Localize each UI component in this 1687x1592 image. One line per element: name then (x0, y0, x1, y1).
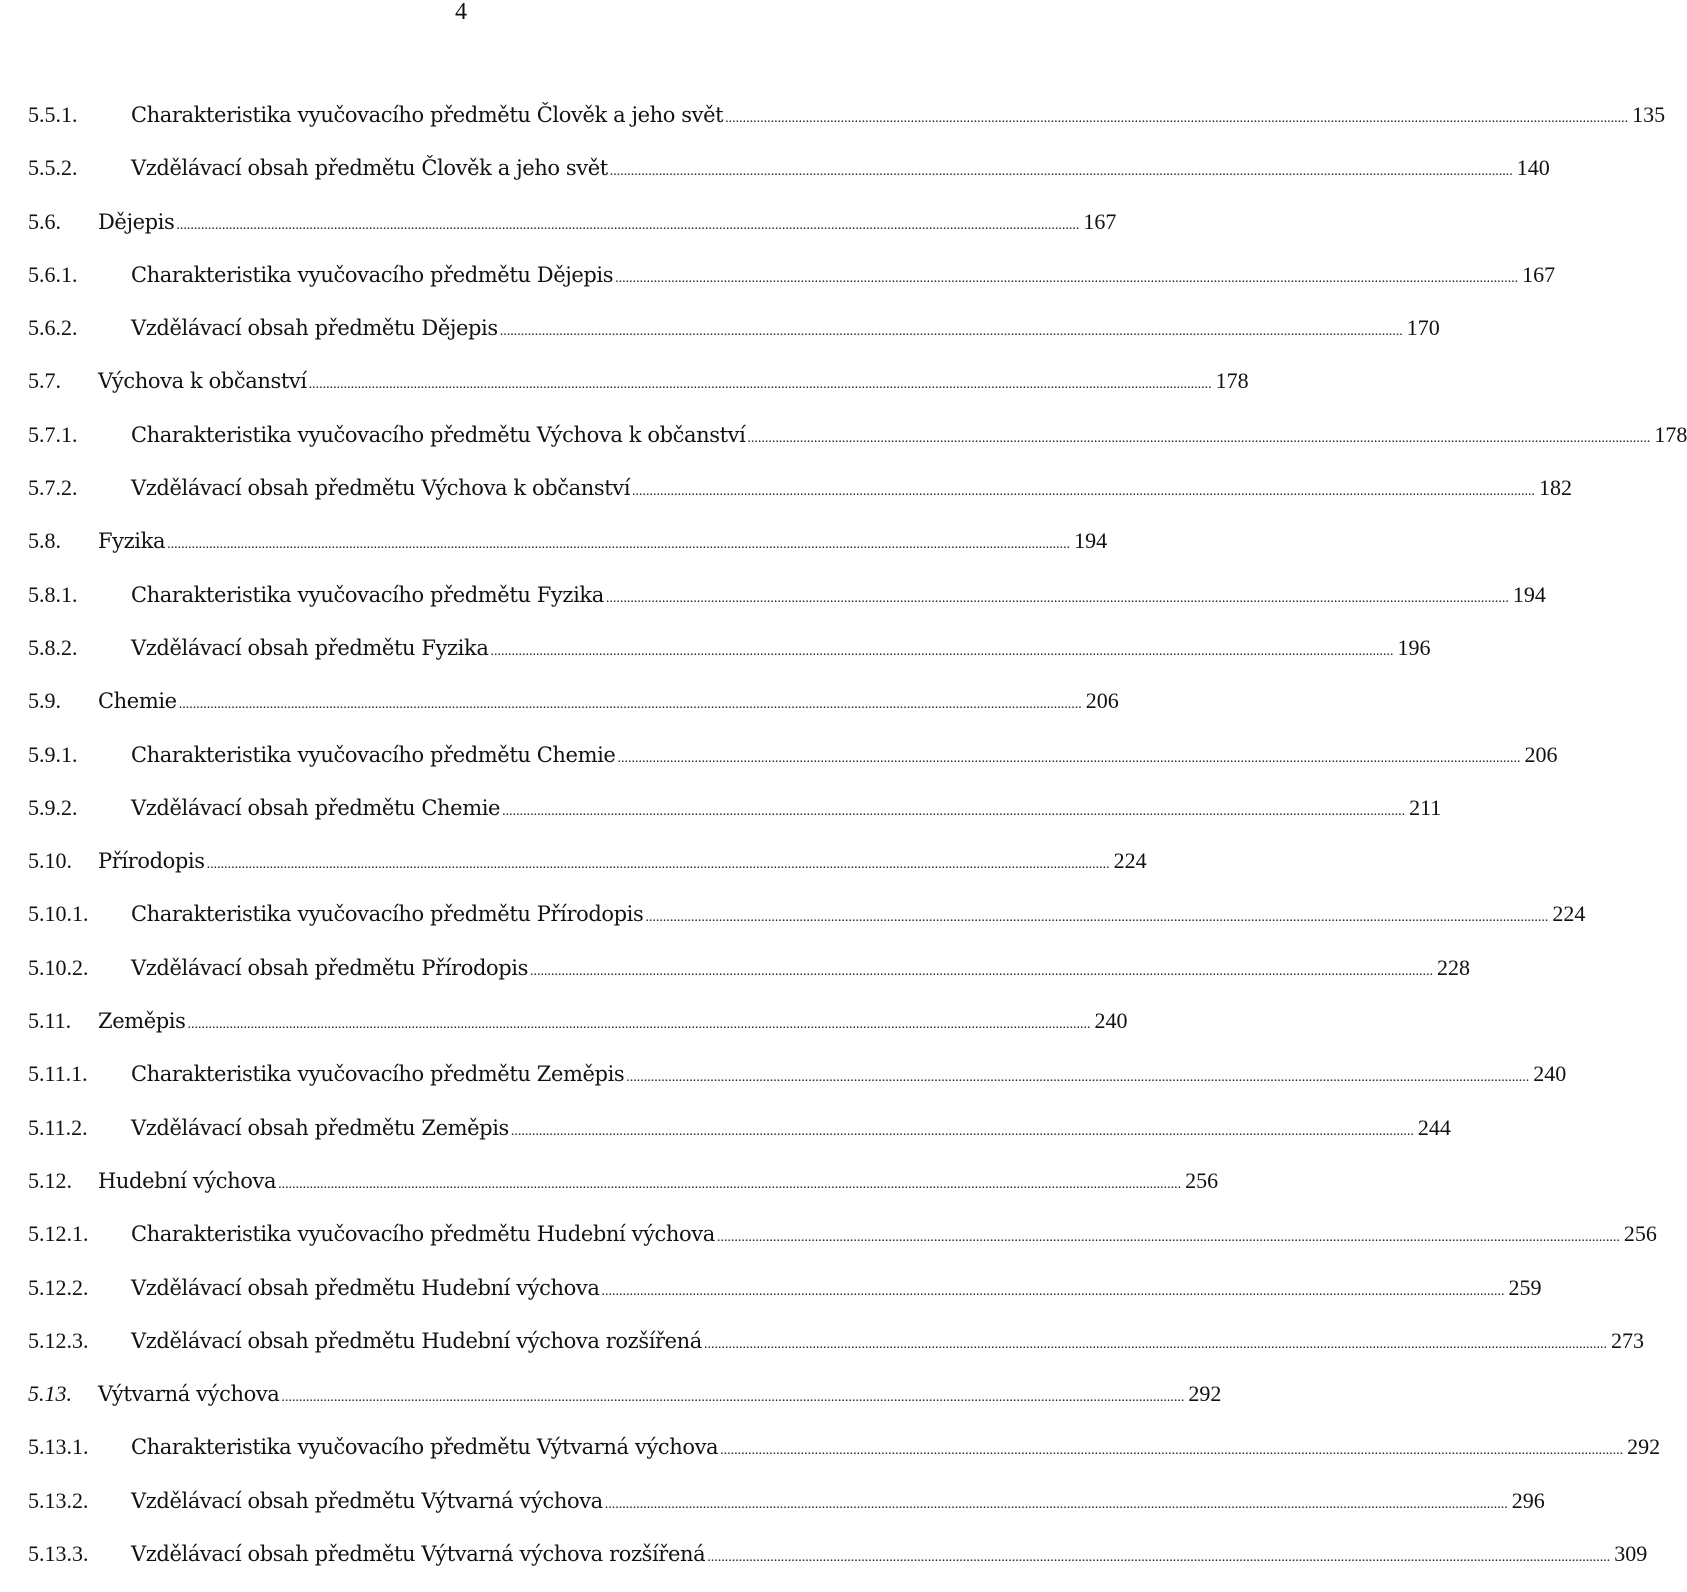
toc-entry-title: Vzdělávací obsah předmětu Dějepis (131, 316, 498, 341)
toc-entry-title: Charakteristika vyučovacího předmětu Výtvarná výchova (131, 1435, 719, 1460)
toc-entry-page: 178 (1215, 368, 1249, 394)
toc-entry-page: 244 (1417, 1114, 1451, 1140)
toc-entry-title: Vzdělávací obsah předmětu Člověk a jeho svět (131, 156, 608, 181)
toc-entry-number: 5.11.2. (28, 1114, 88, 1140)
toc-section-entry[interactable] (28, 1379, 1222, 1432)
dot-leader (490, 637, 1393, 667)
toc-entry-page: 240 (1533, 1061, 1567, 1087)
toc-entry-title: Vzdělávací obsah předmětu Zeměpis (131, 1115, 509, 1140)
toc-entry-page: 224 (1552, 901, 1586, 927)
toc-entry-page: 273 (1610, 1327, 1644, 1353)
toc-subsection-entry[interactable] (28, 633, 1431, 686)
toc-entry-number: 5.10. (28, 848, 72, 874)
dot-leader (530, 957, 1433, 987)
toc-entry-title: Charakteristika vyučovacího předmětu Přírodopis (131, 902, 644, 927)
toc-subsection-entry[interactable] (28, 953, 1470, 1006)
toc-entry-page: 194 (1512, 581, 1546, 607)
toc-entry-number: 5.7.2. (28, 475, 78, 501)
toc-entry-number: 5.10.1. (28, 901, 89, 927)
dot-leader (707, 1543, 1610, 1573)
dot-leader (502, 797, 1405, 827)
toc-entry-page: 206 (1085, 688, 1119, 714)
toc-section-entry[interactable] (28, 846, 1147, 899)
toc-subsection-entry[interactable] (28, 1113, 1451, 1166)
toc-entry-number: 5.5.2. (28, 155, 78, 181)
toc-subsection-entry[interactable] (28, 473, 1573, 526)
toc-subsection-entry[interactable] (28, 740, 1558, 793)
toc-entry-page: 170 (1406, 315, 1440, 341)
toc-entry-page: 167 (1522, 261, 1556, 287)
dot-leader (511, 1117, 1414, 1147)
toc-entry-title: Chemie (98, 689, 177, 714)
dot-leader (188, 1010, 1091, 1040)
toc-entry-number: 5.8.2. (28, 634, 78, 660)
toc-entry-number: 5.7.1. (28, 421, 78, 447)
toc-entry-number: 5.13. (28, 1381, 72, 1407)
toc-entry-page: 167 (1083, 208, 1117, 234)
toc-entry-number: 5.12.3. (28, 1327, 89, 1353)
toc-subsection-entry[interactable] (28, 313, 1440, 366)
toc-subsection-entry[interactable] (28, 1486, 1545, 1539)
toc-entry-title: Vzdělávací obsah předmětu Výchova k občanství (131, 476, 631, 501)
toc-entry-page: 224 (1113, 848, 1147, 874)
toc-entry-page: 256 (1623, 1221, 1657, 1247)
toc-entry-number: 5.5.1. (28, 102, 78, 127)
dot-leader (717, 1223, 1620, 1253)
toc-entry-page: 292 (1627, 1434, 1661, 1460)
toc-entry-page: 296 (1511, 1487, 1545, 1513)
toc-entry-page: 211 (1409, 794, 1442, 820)
toc-entry-number: 5.12. (28, 1167, 72, 1193)
toc-subsection-entry[interactable] (28, 1059, 1567, 1112)
dot-leader (725, 104, 1628, 134)
toc-entry-title: Charakteristika vyučovacího předmětu Zeměpis (131, 1062, 625, 1087)
toc-entry-title: Zeměpis (98, 1009, 186, 1034)
dot-leader (606, 584, 1509, 614)
toc-entry-title: Vzdělávací obsah předmětu Hudební výchova (131, 1275, 600, 1300)
toc-section-entry[interactable] (28, 1166, 1219, 1219)
toc-entry-title: Vzdělávací obsah předmětu Hudební výchova rozšířená (131, 1328, 702, 1353)
toc-entry-number: 5.7. (28, 368, 61, 394)
toc-entry-title: Vzdělávací obsah předmětu Výtvarná výchova rozšířená (131, 1542, 706, 1567)
toc-subsection-entry[interactable] (28, 1539, 1648, 1592)
toc-entry-title: Vzdělávací obsah předmětu Výtvarná výchova (131, 1488, 603, 1513)
toc-entry-page: 194 (1074, 528, 1108, 554)
toc-entry-page: 182 (1539, 475, 1573, 501)
toc-entry-number: 5.6.2. (28, 315, 78, 341)
toc-subsection-entry[interactable] (28, 899, 1586, 952)
toc-entry-page: 178 (1654, 421, 1687, 447)
toc-entry-title: Charakteristika vyučovacího předmětu Výchova k občanství (131, 422, 746, 447)
toc-section-entry[interactable] (28, 686, 1119, 739)
dot-leader (500, 317, 1403, 347)
toc-entry-number: 5.11. (28, 1008, 72, 1034)
dot-leader (747, 424, 1650, 454)
dot-leader (278, 1170, 1181, 1200)
toc-entry-title: Výtvarná výchova (98, 1382, 280, 1407)
dot-leader (207, 850, 1110, 880)
toc-entry-number: 5.11.1. (28, 1061, 88, 1087)
toc-entry-page: 196 (1397, 634, 1431, 660)
toc-entry-title: Vzdělávací obsah předmětu Přírodopis (131, 955, 528, 980)
dot-leader (179, 690, 1082, 720)
toc-entry-page: 140 (1516, 155, 1550, 181)
toc-entry-number: 5.8.1. (28, 581, 78, 607)
toc-subsection-entry[interactable] (28, 1326, 1644, 1379)
dot-leader (602, 1277, 1505, 1307)
toc-entry-number: 5.8. (28, 528, 61, 554)
toc-entry-title: Hudební výchova (98, 1168, 277, 1193)
toc-section-entry[interactable] (28, 366, 1249, 419)
toc-entry-number: 5.9. (28, 688, 61, 714)
dot-leader (309, 370, 1212, 400)
toc-subsection-entry[interactable] (28, 1273, 1542, 1326)
dot-leader (645, 903, 1548, 933)
toc-subsection-entry[interactable] (28, 580, 1546, 633)
toc-entry-page: 206 (1524, 741, 1558, 767)
toc-entry-number: 5.13.1. (28, 1434, 89, 1460)
toc-entry-number: 5.12.2. (28, 1274, 89, 1300)
toc-entry-title: Dějepis (98, 209, 175, 234)
toc-entry-number: 5.10.2. (28, 954, 89, 980)
toc-subsection-entry[interactable] (28, 100, 1666, 153)
toc-entry-number: 5.13.2. (28, 1487, 89, 1513)
toc-entry-title: Fyzika (98, 529, 166, 554)
toc-entry-number: 5.9.1. (28, 741, 78, 767)
toc-subsection-entry[interactable] (28, 153, 1550, 206)
toc-entry-title: Přírodopis (98, 849, 205, 874)
toc-entry-number: 5.13.3. (28, 1541, 89, 1567)
dot-leader (176, 211, 1079, 241)
toc-entry-page: 309 (1614, 1541, 1648, 1567)
toc-entry-title: Charakteristika vyučovacího předmětu Dějepis (131, 262, 614, 287)
toc-entry-title: Výchova k občanství (98, 369, 307, 394)
toc-section-entry[interactable] (28, 1006, 1128, 1059)
dot-leader (626, 1063, 1529, 1093)
toc-entry-page: 240 (1094, 1008, 1128, 1034)
toc-subsection-entry[interactable] (28, 420, 1687, 473)
table-of-contents (28, 100, 1687, 1592)
dot-leader (617, 744, 1520, 774)
toc-entry-title: Charakteristika vyučovacího předmětu Člověk a jeho svět (131, 103, 724, 127)
dot-leader (167, 530, 1070, 560)
toc-entry-title: Vzdělávací obsah předmětu Chemie (131, 795, 501, 820)
toc-entry-title: Vzdělávací obsah předmětu Fyzika (131, 635, 489, 660)
toc-subsection-entry[interactable] (28, 1219, 1657, 1272)
toc-subsection-entry[interactable] (28, 260, 1556, 313)
toc-section-entry[interactable] (28, 526, 1108, 579)
dot-leader (605, 1490, 1508, 1520)
toc-entry-page: 135 (1632, 102, 1666, 127)
toc-section-entry[interactable] (28, 207, 1117, 260)
dot-leader (632, 477, 1535, 507)
toc-entry-page: 228 (1436, 954, 1470, 980)
toc-entry-title: Charakteristika vyučovacího předmětu Chemie (131, 742, 616, 767)
toc-entry-page: 256 (1185, 1167, 1219, 1193)
toc-entry-number: 5.12.1. (28, 1221, 89, 1247)
toc-entry-page: 292 (1188, 1381, 1222, 1407)
toc-entry-title: Charakteristika vyučovacího předmětu Hudební výchova (131, 1222, 715, 1247)
dot-leader (704, 1330, 1607, 1360)
toc-subsection-entry[interactable] (28, 793, 1442, 846)
page-number: 4 (455, 0, 467, 25)
dot-leader (610, 157, 1513, 187)
toc-entry-number: 5.6.1. (28, 261, 78, 287)
toc-entry-number: 5.6. (28, 208, 61, 234)
toc-entry-page: 259 (1508, 1274, 1542, 1300)
dot-leader (720, 1436, 1623, 1466)
dot-leader (281, 1383, 1184, 1413)
toc-subsection-entry[interactable] (28, 1432, 1661, 1485)
dot-leader (615, 264, 1518, 294)
toc-entry-title: Charakteristika vyučovacího předmětu Fyzika (131, 582, 604, 607)
toc-entry-number: 5.9.2. (28, 794, 78, 820)
